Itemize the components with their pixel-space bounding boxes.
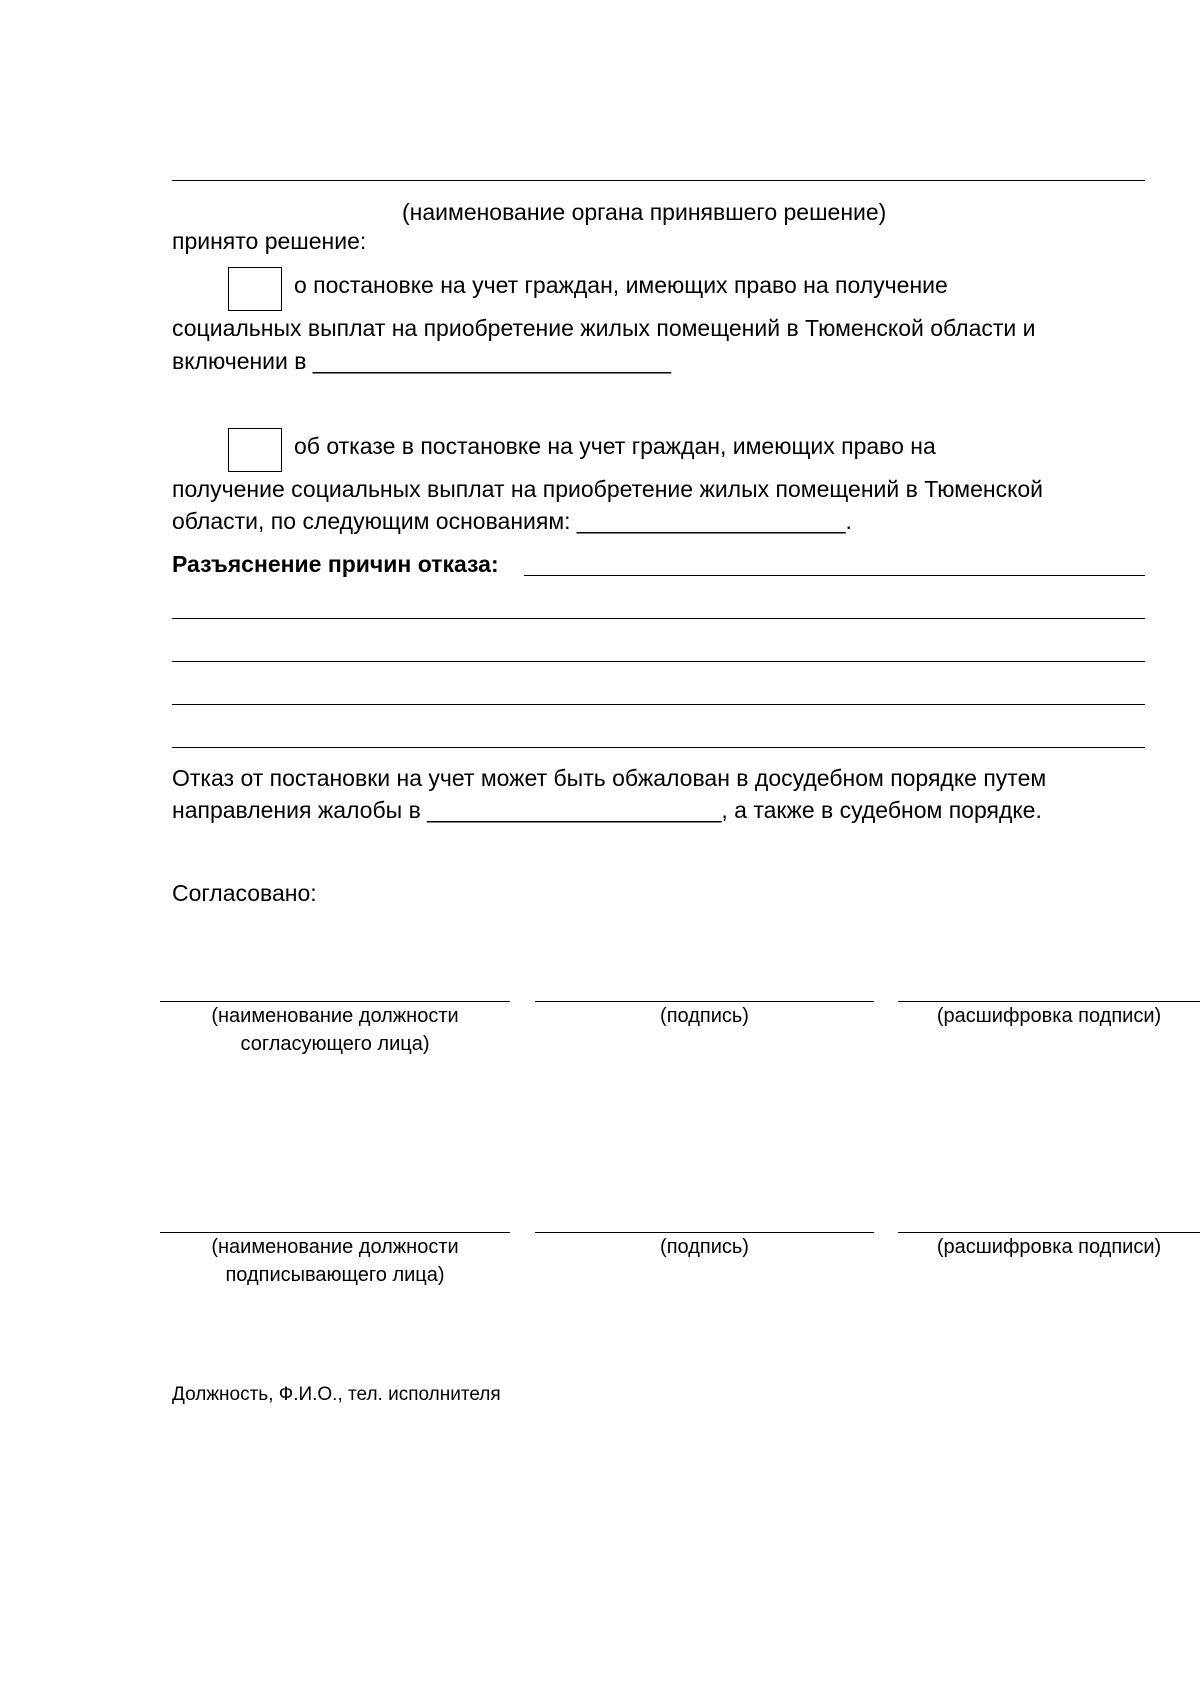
explanation-line-1[interactable] <box>524 575 1145 576</box>
refuse-text-line1: об отказе в постановке на учет граждан, имеющих право на <box>294 433 936 459</box>
sig1-signature-caption: (подпись) <box>660 1005 749 1027</box>
executor-info: Должность, Ф.И.О., тел. исполнителя <box>172 1384 501 1405</box>
sig2-decoding-caption: (расшифровка подписи) <box>936 1236 1162 1258</box>
explanation-label: Разъяснение причин отказа: <box>172 551 499 577</box>
decision-label: принято решение: <box>172 228 367 254</box>
appeal-text-line1: Отказ от постановки на учет может быть обжалован в досудебном порядке путем <box>172 765 1047 791</box>
sig1-position-caption-line1: (наименование должности <box>211 1005 459 1027</box>
explanation-line-2[interactable] <box>172 618 1145 619</box>
sig2-position-caption-line2: подписывающего лица) <box>225 1264 445 1286</box>
accept-text-line2: социальных выплат на приобретение жилых помещений в Тюменской области и <box>172 315 1036 341</box>
refuse-text-line3: области, по следующим основаниям: _____________________. <box>172 508 852 534</box>
organ-caption: (наименование органа принявшего решение) <box>402 199 887 225</box>
accept-text-line1: о постановке на учет граждан, имеющих право на получение <box>294 272 948 298</box>
approved-label: Согласовано: <box>172 880 317 906</box>
appeal-text-line2: направления жалобы в _______________________, а также в судебном порядке. <box>172 797 1042 823</box>
explanation-line-5[interactable] <box>172 747 1145 748</box>
refuse-checkbox[interactable] <box>228 428 282 472</box>
explanation-line-4[interactable] <box>172 704 1145 705</box>
accept-text-line3: включении в ____________________________ <box>172 348 672 374</box>
sig2-signature-caption: (подпись) <box>660 1236 749 1258</box>
sig1-position-caption <box>160 1002 510 1058</box>
sig1-position-caption-line2: согласующего лица) <box>240 1033 430 1055</box>
organ-name-line <box>172 180 1145 181</box>
explanation-line-3[interactable] <box>172 661 1145 662</box>
sig1-decoding-caption: (расшифровка подписи) <box>936 1005 1162 1027</box>
sig2-position-caption-line1: (наименование должности <box>211 1236 459 1258</box>
sig2-position-caption <box>160 1233 510 1289</box>
refuse-text-line2: получение социальных выплат на приобретение жилых помещений в Тюменской <box>172 476 1044 502</box>
accept-checkbox[interactable] <box>228 267 282 311</box>
